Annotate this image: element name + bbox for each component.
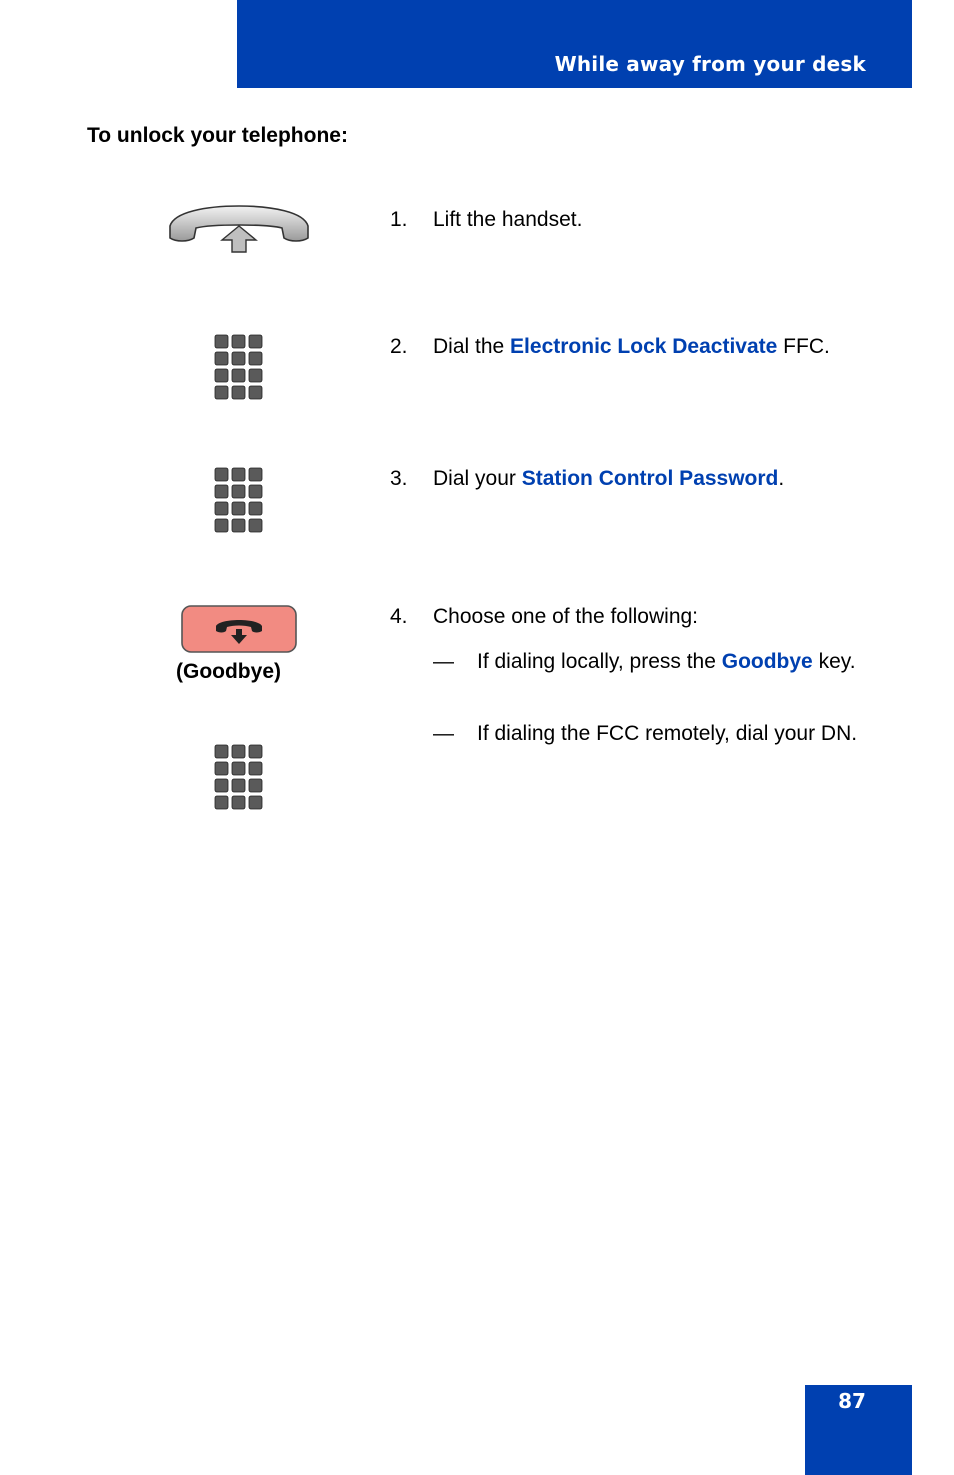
header-bar — [237, 0, 912, 88]
step-text-post: FFC. — [777, 335, 830, 358]
step-text-post: . — [778, 467, 785, 490]
option-dash: — — [433, 722, 454, 745]
step-number: 1. — [390, 208, 408, 231]
handset-lift-icon — [166, 204, 312, 254]
step-number: 2. — [390, 335, 408, 358]
step-text — [433, 464, 873, 493]
password-name: Station Control Password — [521, 467, 779, 490]
step-text-pre: Dial your — [433, 467, 522, 490]
ffc-name: Electronic Lock Deactivate — [510, 335, 778, 358]
step-text: Choose one of the following: — [433, 605, 699, 628]
goodbye-key-name: Goodbye — [721, 650, 813, 673]
goodbye-key-icon — [180, 604, 298, 654]
option-text — [477, 647, 877, 676]
section-title: To unlock your telephone: — [87, 124, 348, 147]
step-text — [433, 332, 873, 361]
dialpad-icon — [213, 743, 263, 813]
header-title: While away from your desk — [554, 52, 866, 76]
step-text-pre: Dial the — [433, 335, 511, 358]
step-number: 3. — [390, 467, 408, 490]
dialpad-icon — [213, 466, 263, 536]
option-text-pre: If dialing locally, press the — [477, 650, 722, 673]
step-number: 4. — [390, 605, 408, 628]
page-number-box — [805, 1385, 912, 1475]
page-number: 87 — [838, 1389, 866, 1413]
option-text-post: key. — [812, 650, 856, 673]
goodbye-caption: (Goodbye) — [176, 660, 281, 683]
option-dash: — — [433, 650, 454, 673]
step-text: Lift the handset. — [433, 208, 583, 231]
option-text: If dialing the FCC remotely, dial your DN. — [477, 722, 858, 745]
dialpad-icon — [213, 333, 263, 403]
